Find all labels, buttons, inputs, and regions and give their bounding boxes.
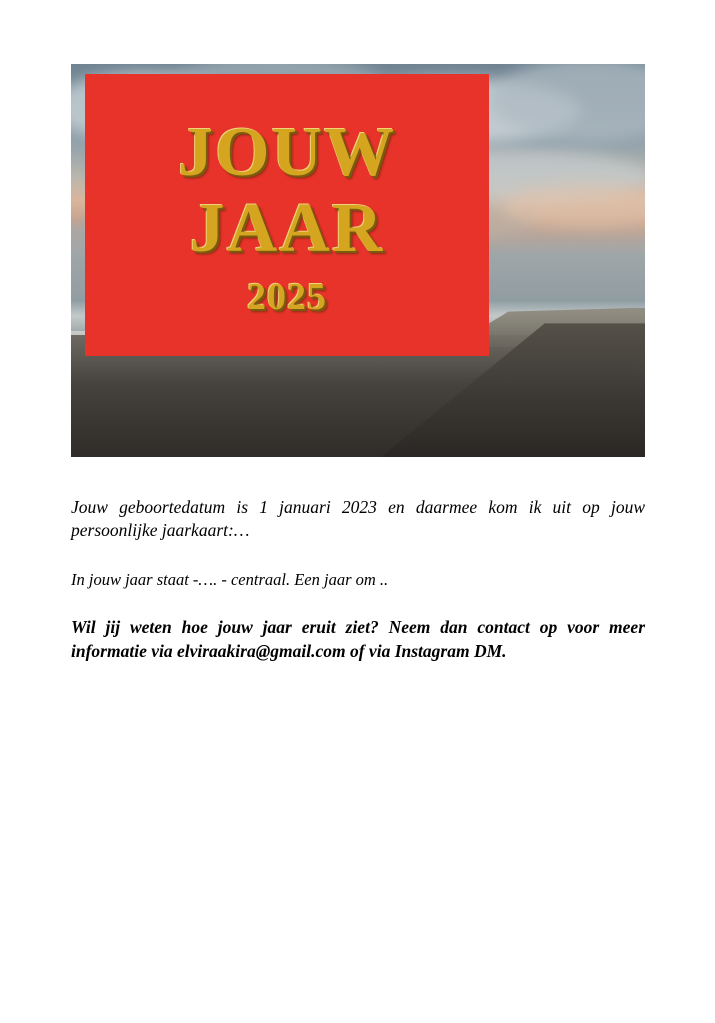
paragraph-intro: Jouw geboortedatum is 1 januari 2023 en daarmee kom ik uit op jouw persoonlijke jaarkaart:… bbox=[71, 497, 645, 541]
paragraph-contact: Wil jij weten hoe jouw jaar eruit ziet? Neem dan contact op voor meer informatie via elviraakira@gmail.com of via Instagram DM. bbox=[71, 617, 645, 661]
body-text bbox=[71, 496, 645, 663]
paragraph-theme: In jouw jaar staat -…. - centraal. Een jaar om .. bbox=[71, 569, 389, 589]
title-year: 2025 bbox=[247, 276, 327, 318]
title-line-2: JAAR bbox=[189, 189, 385, 267]
title-line-1: JOUW bbox=[178, 114, 396, 191]
title-card bbox=[85, 74, 489, 356]
